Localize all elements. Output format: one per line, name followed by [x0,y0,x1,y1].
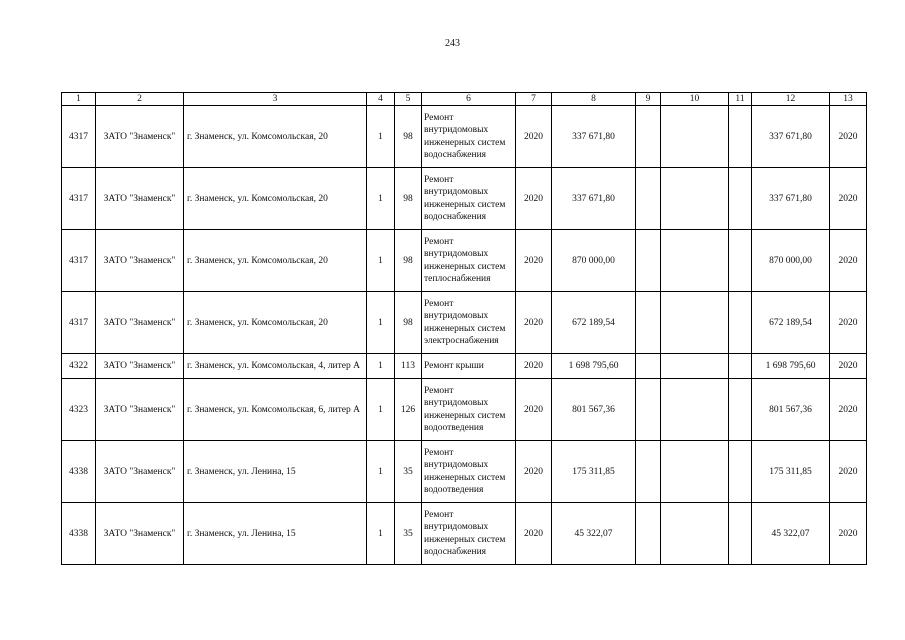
col10-cell [661,354,729,379]
year-cell: 2020 [516,168,552,230]
page-number: 243 [445,38,460,49]
header-cell: 9 [636,93,661,106]
address-cell: г. Знаменск, ул. Комсомольская, 20 [184,230,367,292]
col5-cell: 113 [395,354,422,379]
row-id: 4317 [62,230,96,292]
total-cell: 672 189,54 [752,292,830,354]
table-row [62,354,867,379]
col4-cell: 1 [367,354,395,379]
row-id: 4338 [62,503,96,565]
col11-cell [729,106,752,168]
year-end-cell: 2020 [830,168,867,230]
year-end-cell: 2020 [830,379,867,441]
header-cell: 4 [367,93,395,106]
table-row [62,441,867,503]
municipality-cell: ЗАТО "Знаменск" [96,441,184,503]
work-type-cell: Ремонт внутридомовых инженерных систем водоотведения [422,441,516,503]
cost-cell: 672 189,54 [552,292,636,354]
total-cell: 45 322,07 [752,503,830,565]
table-row [62,168,867,230]
municipality-cell: ЗАТО "Знаменск" [96,354,184,379]
municipality-cell: ЗАТО "Знаменск" [96,168,184,230]
cost-cell: 801 567,36 [552,379,636,441]
year-end-cell: 2020 [830,441,867,503]
year-end-cell: 2020 [830,106,867,168]
municipality-cell: ЗАТО "Знаменск" [96,503,184,565]
col5-cell: 35 [395,503,422,565]
work-type-cell: Ремонт внутридомовых инженерных систем водоотведения [422,379,516,441]
year-cell: 2020 [516,441,552,503]
header-cell: 8 [552,93,636,106]
col4-cell: 1 [367,379,395,441]
col11-cell [729,292,752,354]
address-cell: г. Знаменск, ул. Комсомольская, 20 [184,106,367,168]
work-type-cell: Ремонт внутридомовых инженерных систем водоснабжения [422,106,516,168]
col10-cell [661,292,729,354]
municipality-cell: ЗАТО "Знаменск" [96,230,184,292]
col11-cell [729,168,752,230]
header-row [62,93,867,106]
table-row [62,292,867,354]
col5-cell: 98 [395,292,422,354]
work-type-cell: Ремонт внутридомовых инженерных систем водоснабжения [422,503,516,565]
year-cell: 2020 [516,354,552,379]
row-id: 4317 [62,292,96,354]
work-type-cell: Ремонт внутридомовых инженерных систем электроснабжения [422,292,516,354]
col4-cell: 1 [367,106,395,168]
col9-cell [636,106,661,168]
col4-cell: 1 [367,441,395,503]
column-number-header [62,93,867,106]
col10-cell [661,168,729,230]
col9-cell [636,503,661,565]
col5-cell: 98 [395,168,422,230]
col10-cell [661,379,729,441]
header-cell: 12 [752,93,830,106]
year-cell: 2020 [516,503,552,565]
cost-cell: 337 671,80 [552,168,636,230]
col4-cell: 1 [367,292,395,354]
year-end-cell: 2020 [830,230,867,292]
col10-cell [661,441,729,503]
year-end-cell: 2020 [830,292,867,354]
col11-cell [729,354,752,379]
total-cell: 175 311,85 [752,441,830,503]
year-end-cell: 2020 [830,503,867,565]
total-cell: 337 671,80 [752,168,830,230]
address-cell: г. Знаменск, ул. Комсомольская, 20 [184,168,367,230]
address-cell: г. Знаменск, ул. Комсомольская, 20 [184,292,367,354]
row-id: 4338 [62,441,96,503]
municipality-cell: ЗАТО "Знаменск" [96,106,184,168]
col10-cell [661,106,729,168]
work-type-cell: Ремонт внутридомовых инженерных систем теплоснабжения [422,230,516,292]
cost-cell: 337 671,80 [552,106,636,168]
address-cell: г. Знаменск, ул. Ленина, 15 [184,441,367,503]
header-cell: 11 [729,93,752,106]
header-cell: 2 [96,93,184,106]
col4-cell: 1 [367,230,395,292]
col9-cell [636,292,661,354]
col5-cell: 98 [395,106,422,168]
col10-cell [661,230,729,292]
work-type-cell: Ремонт внутридомовых инженерных систем водоснабжения [422,168,516,230]
table-row [62,379,867,441]
col11-cell [729,379,752,441]
cost-cell: 870 000,00 [552,230,636,292]
header-cell: 5 [395,93,422,106]
col4-cell: 1 [367,503,395,565]
total-cell: 1 698 795,60 [752,354,830,379]
year-cell: 2020 [516,106,552,168]
col10-cell [661,503,729,565]
total-cell: 870 000,00 [752,230,830,292]
header-cell: 3 [184,93,367,106]
header-cell: 6 [422,93,516,106]
year-cell: 2020 [516,292,552,354]
header-cell: 10 [661,93,729,106]
row-id: 4317 [62,106,96,168]
col11-cell [729,503,752,565]
year-cell: 2020 [516,230,552,292]
total-cell: 337 671,80 [752,106,830,168]
col9-cell [636,168,661,230]
col11-cell [729,441,752,503]
col11-cell [729,230,752,292]
municipality-cell: ЗАТО "Знаменск" [96,292,184,354]
col5-cell: 35 [395,441,422,503]
row-id: 4323 [62,379,96,441]
year-end-cell: 2020 [830,354,867,379]
header-cell: 1 [62,93,96,106]
row-id: 4322 [62,354,96,379]
total-cell: 801 567,36 [752,379,830,441]
col9-cell [636,230,661,292]
municipality-cell: ЗАТО "Знаменск" [96,379,184,441]
cost-cell: 1 698 795,60 [552,354,636,379]
row-id: 4317 [62,168,96,230]
header-cell: 13 [830,93,867,106]
col4-cell: 1 [367,168,395,230]
col5-cell: 98 [395,230,422,292]
col9-cell [636,354,661,379]
work-type-cell: Ремонт крыши [422,354,516,379]
cost-cell: 45 322,07 [552,503,636,565]
col9-cell [636,441,661,503]
address-cell: г. Знаменск, ул. Ленина, 15 [184,503,367,565]
col5-cell: 126 [395,379,422,441]
cost-cell: 175 311,85 [552,441,636,503]
year-cell: 2020 [516,379,552,441]
header-cell: 7 [516,93,552,106]
col9-cell [636,379,661,441]
address-cell: г. Знаменск, ул. Комсомольская, 6, литер А [184,379,367,441]
repair-program-table [61,92,867,565]
table-row [62,106,867,168]
table-row [62,230,867,292]
table-row [62,503,867,565]
address-cell: г. Знаменск, ул. Комсомольская, 4, литер А [184,354,367,379]
